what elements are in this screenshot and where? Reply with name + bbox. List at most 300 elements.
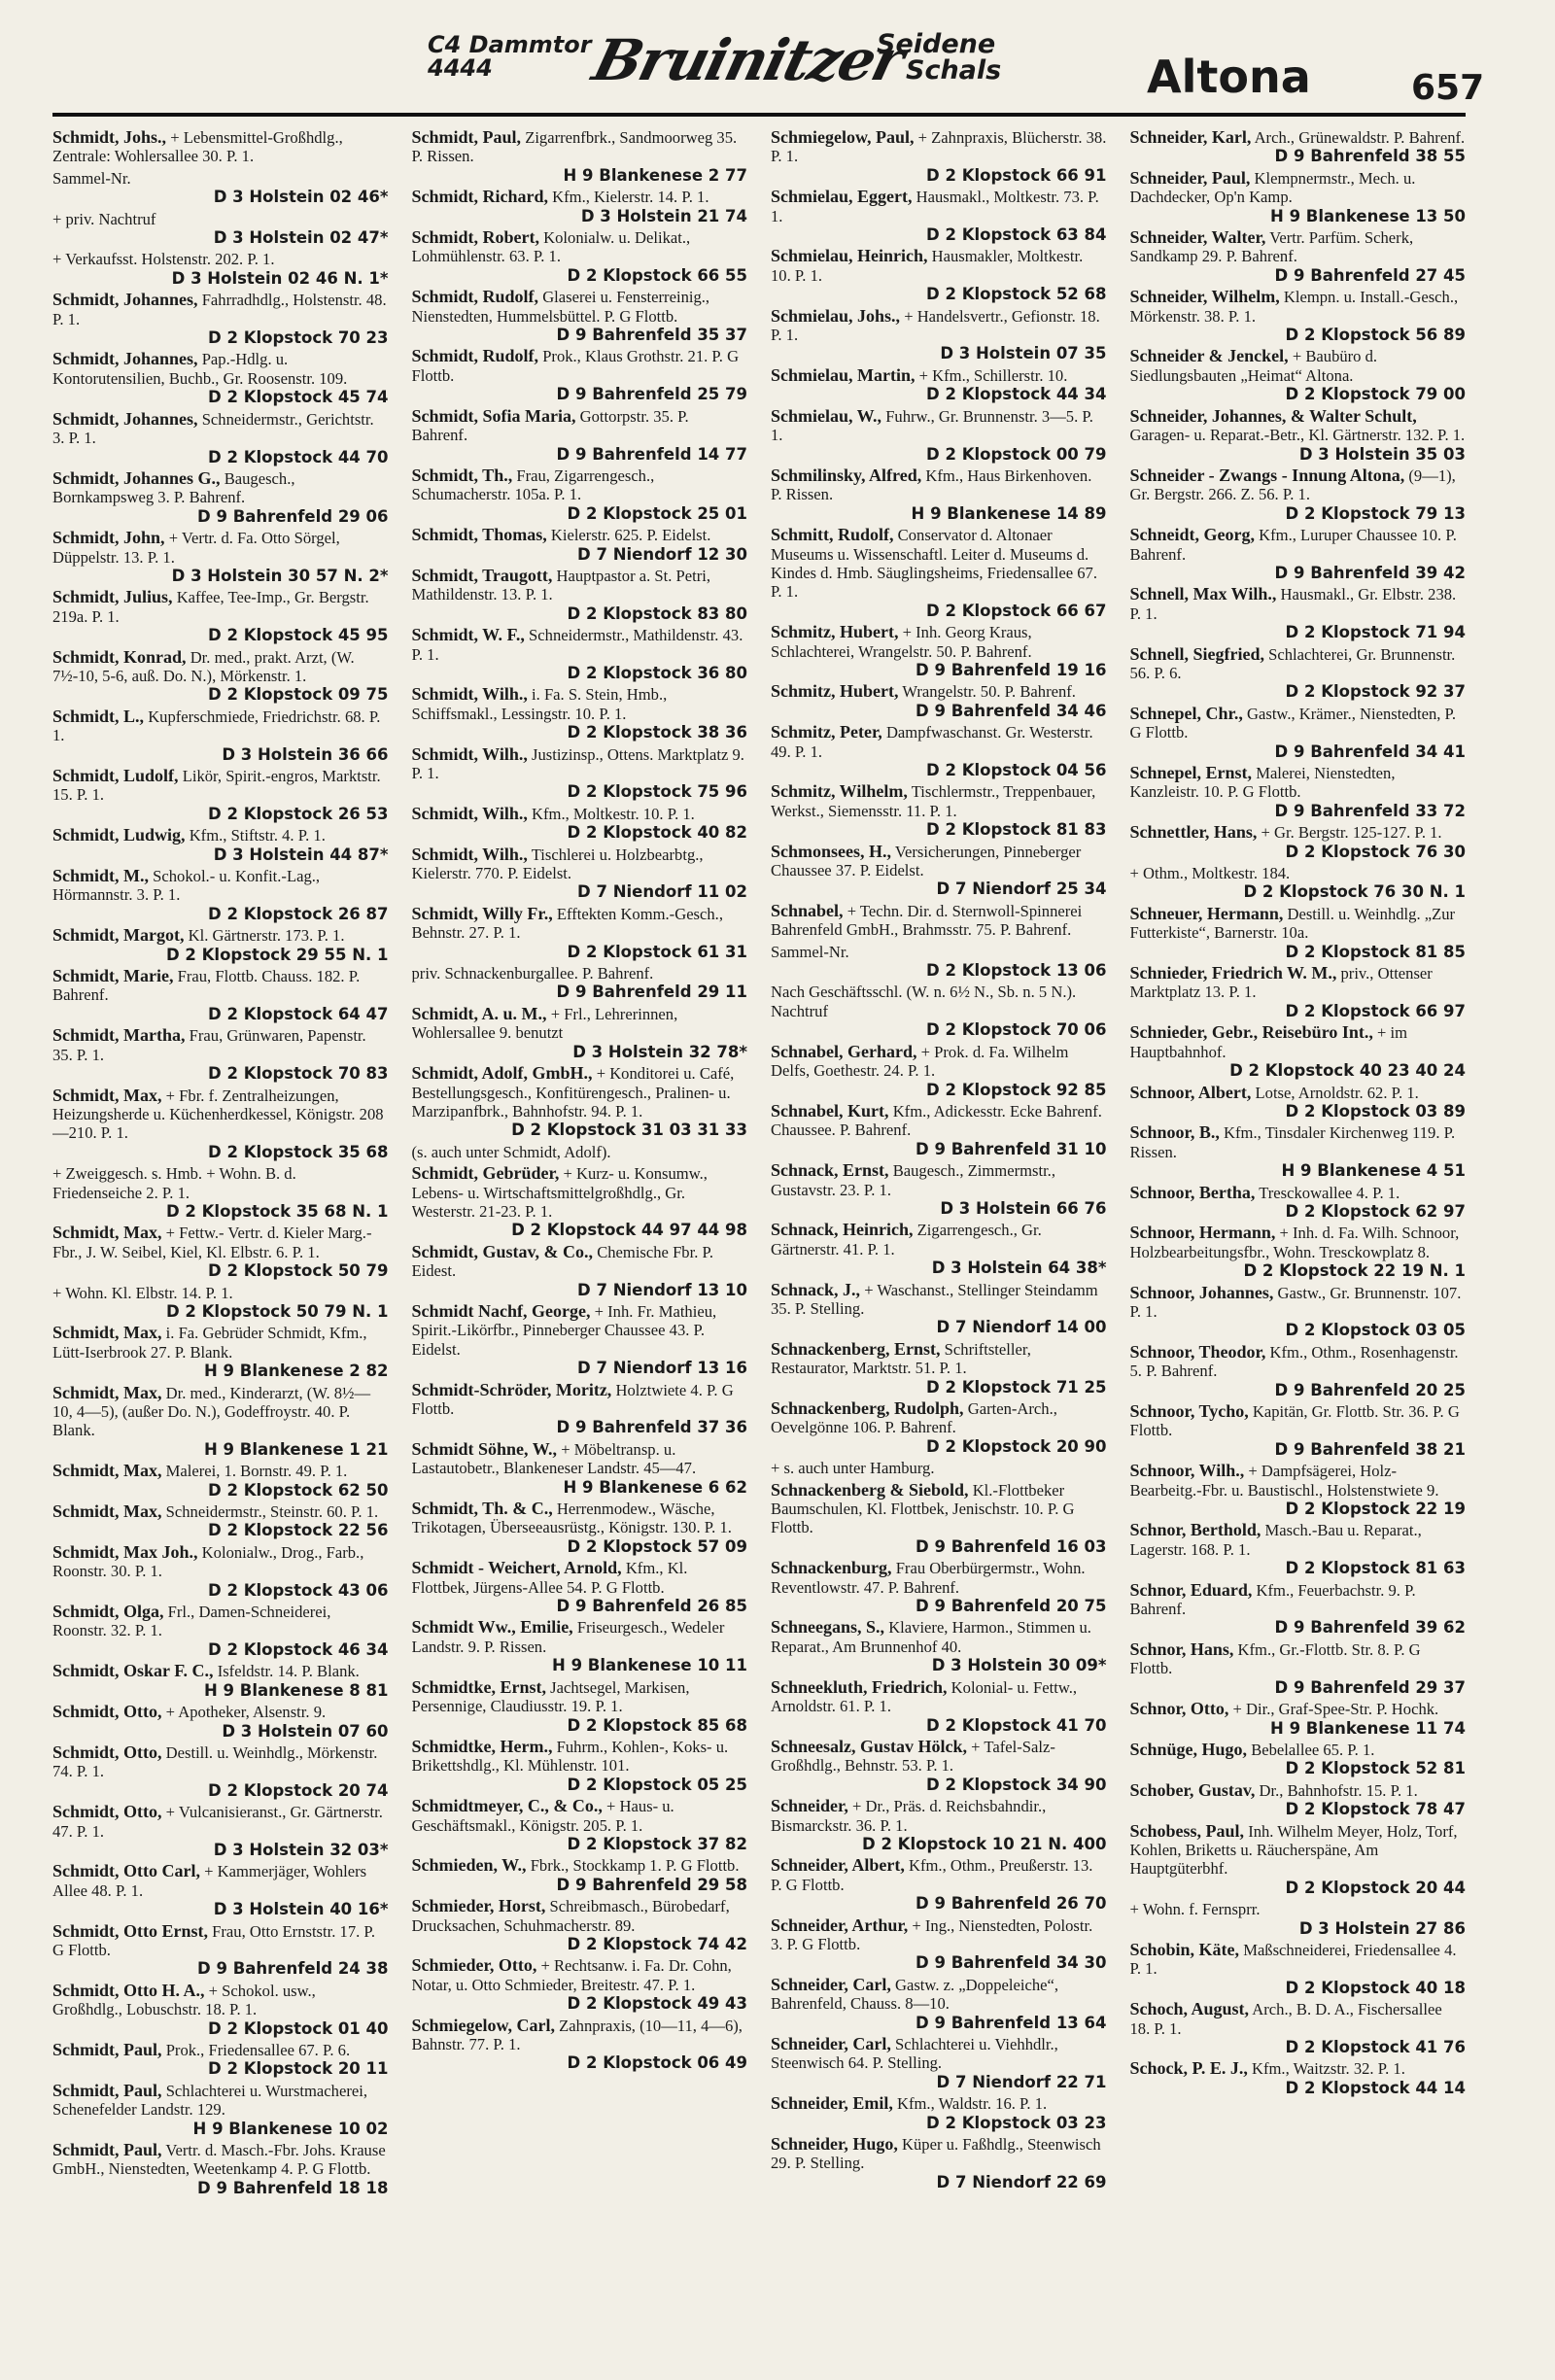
entry-details: Nach Geschäftsschl. (W. n. 6½ N., Sb. n. 5 N.). Nachtruf	[771, 983, 1077, 1020]
directory-entry	[412, 1856, 748, 1894]
entry-details: Kfm., Haus Birkenhoven. P. Rissen.	[771, 466, 1092, 504]
directory-entry	[52, 1982, 389, 2038]
entry-details: Hausmakl., Gr. Elbstr. 238. P. 1.	[1129, 585, 1457, 623]
directory-entry	[1130, 1700, 1467, 1738]
entry-details: Gottorpstr. 35. P. Bahrenf.	[411, 406, 689, 445]
directory-entry	[771, 1340, 1107, 1397]
entry-details: + Kurz- u. Konsumw., Lebens- u. Wirtschaftsmittelgroßhdlg., Gr. Westerstr. 21-23. P. 1.	[411, 1164, 708, 1221]
entry-details: Gastw., Krämer., Nienstedten, P. G Flottb.	[1129, 704, 1457, 742]
entry-name: Schmidt, Max,	[52, 1085, 162, 1105]
directory-entry	[412, 526, 748, 564]
entry-phone: H 9 Blankenese 14 89	[911, 503, 1107, 523]
entry-phone: D 2 Klopstock 76 30	[1285, 842, 1466, 861]
entry-details: Versicherungen, Pinneberger Chaussee 37. P. Eidelst.	[771, 842, 1082, 880]
entry-phone: D 2 Klopstock 40 18	[1285, 1978, 1466, 1997]
directory-columns	[52, 128, 1466, 2368]
column-2	[412, 128, 748, 2368]
entry-name: Schnabel,	[771, 900, 844, 920]
entry-name: Schmielau, Eggert,	[771, 187, 913, 207]
directory-entry	[1130, 905, 1467, 961]
directory-entry	[771, 623, 1107, 679]
directory-entry	[52, 1502, 389, 1540]
entry-name: Schnor, Hans,	[1129, 1638, 1234, 1659]
entry-name: Schmielau, Johs.,	[771, 305, 901, 326]
directory-entry	[1130, 466, 1467, 523]
entry-phone: D 2 Klopstock 46 34	[208, 1639, 389, 1659]
entry-name: Schmitz, Hubert,	[771, 681, 899, 702]
entry-phone: D 2 Klopstock 45 95	[208, 626, 389, 645]
entry-name: Schmidt, Max Joh.,	[52, 1541, 198, 1562]
ad-slogan-line1: Seidene	[877, 29, 996, 59]
entry-phone: D 3 Holstein 30 57 N. 2*	[171, 566, 389, 585]
entry-details: + Kfm., Schillerstr. 10.	[918, 365, 1068, 385]
entry-name: Schmidt, Wilh.,	[411, 803, 528, 823]
directory-entry	[52, 291, 389, 347]
entry-phone: D 7 Niendorf 22 69	[936, 2172, 1107, 2191]
entry-details: + im Hauptbahnhof.	[1129, 1023, 1408, 1061]
entry-name: Schmidt, Otto,	[52, 1742, 162, 1762]
entry-details: Gastw. z. „Doppeleiche“, Bahrenfeld, Chauss. 8—10.	[771, 1975, 1059, 2014]
entry-name: Schmidt, Johannes,	[52, 290, 198, 310]
entry-details: Wrangelstr. 50. P. Bahrenf.	[902, 682, 1076, 702]
entry-phone: D 2 Klopstock 44 14	[1285, 2078, 1466, 2097]
directory-entry	[52, 1224, 389, 1280]
entry-phone: D 7 Niendorf 11 02	[577, 882, 747, 902]
entry-phone: D 3 Holstein 35 03	[1298, 444, 1466, 464]
entry-details: Schneidermstr., Gerichtstr. 3. P. 1.	[52, 409, 374, 448]
entry-details: Kfm., Othm., Preußerstr. 13. P. G Flottb.	[771, 1856, 1093, 1894]
entry-name: Schmidt, Max,	[52, 1461, 162, 1481]
entry-phone: H 9 Blankenese 13 50	[1270, 206, 1466, 225]
entry-phone: D 3 Holstein 02 46 N. 1*	[171, 268, 389, 288]
entry-details: Conservator d. Altonaer Museums u. Wissenschaftl. Leiter d. Museums d. Kindes d. Hmb. Säuglingsheims, Friedensallee 67. P. 1.	[771, 526, 1097, 602]
entry-phone: D 2 Klopstock 20 44	[1285, 1878, 1466, 1897]
entry-details: Hausmakl., Moltkestr. 73. P. 1.	[771, 188, 1099, 225]
entry-details: + Othm., Moltkestr. 184.	[1129, 864, 1291, 883]
directory-entry	[412, 1897, 748, 1953]
directory-entry	[412, 567, 748, 623]
entry-name: Schnettler, Hans,	[1129, 822, 1258, 843]
directory-entry	[1130, 1224, 1467, 1280]
entry-name: Schneider, Hugo,	[771, 2134, 898, 2155]
entry-details: Baugesch., Zimmermstr., Gustavstr. 23. P. 1.	[771, 1161, 1055, 1199]
entry-name: Schnabel, Gerhard,	[771, 1041, 917, 1061]
entry-details: i. Fa. S. Stein, Hmb., Schiffsmakl., Lessingstr. 10. P. 1.	[411, 685, 668, 723]
entry-details: Gastw., Gr. Brunnenstr. 107. P. 1.	[1129, 1283, 1462, 1321]
entry-phone: D 9 Bahrenfeld 20 75	[916, 1597, 1107, 1616]
entry-name: Schmidt, Max,	[52, 1223, 162, 1243]
entry-name: Schmidt, Willy Fr.,	[411, 903, 553, 923]
entry-name: Schnoor, Albert,	[1129, 1082, 1252, 1102]
entry-phone: D 3 Holstein 02 47*	[213, 228, 389, 248]
entry-name: Schnell, Siegfried,	[1129, 643, 1264, 664]
entry-details: Kielerstr. 625. P. Eidelst.	[550, 526, 711, 545]
entry-name: Schnieder, Friedrich W. M.,	[1129, 963, 1337, 983]
entry-name: Schmonsees, H.,	[771, 841, 892, 861]
entry-details: (s. auch unter Schmidt, Adolf).	[411, 1142, 611, 1161]
entry-details: + Verkaufsst. Holstenstr. 202. P. 1.	[52, 250, 275, 269]
entry-phone: D 2 Klopstock 35 68 N. 1	[165, 1201, 389, 1221]
entry-details: + Tafel-Salz-Großhdlg., Behnstr. 53. P. 1.	[771, 1737, 1055, 1776]
directory-entry	[1130, 1640, 1467, 1697]
entry-phone: H 9 Blankenese 11 74	[1270, 1718, 1466, 1738]
entry-name: Schmidt, Marie,	[52, 966, 174, 986]
entry-details: Frau, Grünwaren, Papenstr. 35. P. 1.	[52, 1026, 366, 1064]
entry-details: Bebelallee 65. P. 1.	[1251, 1740, 1375, 1759]
entry-phone: D 7 Niendorf 13 10	[577, 1280, 747, 1299]
directory-entry	[1130, 864, 1467, 902]
entry-details: Justizinsp., Ottens. Marktplatz 9. P. 1.	[411, 744, 744, 782]
entry-details: + priv. Nachtruf	[52, 209, 156, 228]
entry-phone: D 2 Klopstock 22 56	[208, 1521, 389, 1540]
entry-details: Frau, Zigarrengesch., Schumacherstr. 105a. P. 1.	[411, 466, 655, 504]
entry-phone: D 2 Klopstock 50 79	[208, 1261, 389, 1281]
entry-name: Schneider, Paul,	[1129, 167, 1251, 188]
entry-details: Tischlerei u. Holzbearbtg., Kielerstr. 770. P. Eidelst.	[411, 845, 704, 883]
entry-phone: D 9 Bahrenfeld 26 85	[556, 1597, 747, 1616]
entry-phone: D 2 Klopstock 03 05	[1285, 1321, 1466, 1340]
directory-entry	[771, 1161, 1107, 1218]
entry-phone: D 2 Klopstock 78 47	[1285, 1800, 1466, 1819]
entry-details: + Kammerjäger, Wohlers Allee 48. P. 1.	[52, 1862, 367, 1900]
directory-entry	[52, 967, 389, 1023]
entry-phone: D 2 Klopstock 26 87	[208, 904, 389, 923]
entry-name: Schmidt, Otto,	[52, 1702, 162, 1722]
entry-details: + Schokol. usw., Großhdlg., Lobuschstr. 18. P. 1.	[52, 1981, 316, 2019]
entry-details: Baugesch., Bornkampsweg 3. P. Bahrenf.	[52, 468, 295, 507]
entry-name: Schmidt, Johannes,	[52, 408, 198, 429]
entry-details: Kfm., Kl. Flottbek, Jürgens-Allee 54. P. G Flottb.	[411, 1559, 688, 1597]
entry-details: + Zweiggesch. s. Hmb. + Wohn. B. d. Friedenseiche 2. P. 1.	[52, 1164, 296, 1202]
entry-details: Herrenmodew., Wäsche, Trikotagen, Überseeausrüstg., Königstr. 130. P. 1.	[411, 1500, 732, 1537]
entry-phone: D 2 Klopstock 44 70	[208, 447, 389, 466]
entry-name: Schmieder, Horst,	[411, 1896, 546, 1916]
entry-name: Schmidt, Adolf, GmbH.,	[411, 1063, 593, 1084]
entry-name: Schmidt, Paul,	[52, 2080, 162, 2100]
entry-details: Kfm., Waldstr. 16. P. 1.	[897, 2094, 1048, 2114]
directory-entry	[771, 2094, 1107, 2132]
directory-entry	[771, 2135, 1107, 2191]
entry-phone: D 9 Bahrenfeld 31 10	[916, 1139, 1107, 1158]
entry-name: Schmidt, Paul,	[52, 2140, 162, 2160]
entry-name: Schmidt, Paul,	[52, 2040, 162, 2059]
entry-name: Schmidt, Max,	[52, 1501, 162, 1522]
entry-details: Schneidermstr., Steinstr. 60. P. 1.	[165, 1502, 379, 1522]
entry-details: + Wohn. Kl. Elbstr. 14. P. 1.	[52, 1283, 233, 1302]
directory-entry	[412, 188, 748, 225]
entry-name: Schmidt, Th.,	[411, 465, 513, 485]
directory-entry	[771, 1481, 1107, 1557]
entry-phone: D 3 Holstein 40 16*	[213, 1900, 389, 1919]
entry-details: Kfm., Feuerbachstr. 9. P. Bahrenf.	[1129, 1580, 1416, 1619]
entry-name: Schnor, Berthold,	[1129, 1520, 1261, 1540]
entry-details: Kfm., Tinsdaler Kirchenweg 119. P. Rissen.	[1129, 1123, 1456, 1161]
directory-entry	[1130, 964, 1467, 1020]
entry-details: Prok., Klaus Grothstr. 21. P. G Flottb.	[411, 347, 740, 385]
entry-phone: D 2 Klopstock 45 74	[208, 388, 389, 407]
entry-details: Kfm., Gr.-Flottb. Str. 8. P. G Flottb.	[1129, 1639, 1421, 1678]
entry-phone: D 9 Bahrenfeld 37 36	[556, 1418, 747, 1437]
entry-name: Schnackenberg, Ernst,	[771, 1338, 941, 1359]
entry-phone: D 2 Klopstock 81 85	[1285, 942, 1466, 961]
ad-number: 4444	[428, 54, 493, 82]
entry-details: Jachtsegel, Markisen, Persennige, Claudiusstr. 19. P. 1.	[411, 1677, 690, 1716]
entry-phone: D 9 Bahrenfeld 38 55	[1274, 147, 1466, 166]
entry-phone: D 9 Bahrenfeld 19 16	[916, 660, 1107, 679]
advertisement-slogan	[877, 31, 1001, 84]
entry-details: Zahnpraxis, (10—11, 4—6), Bahnstr. 77. P. 1.	[411, 2016, 743, 2053]
entry-details: i. Fa. Gebrüder Schmidt, Kfm., Lütt-Iserbrook 27. P. Blank.	[52, 1324, 367, 1362]
entry-phone: D 9 Bahrenfeld 13 64	[916, 2013, 1107, 2032]
entry-name: Schmidt Nachf, George,	[411, 1300, 591, 1321]
entry-name: Schnieder, Gebr., Reisebüro Int.,	[1129, 1022, 1373, 1043]
entry-phone: D 2 Klopstock 50 79 N. 1	[165, 1301, 389, 1321]
entry-details: + Vulcanisieranst., Gr. Gärtnerstr. 47. P. 1.	[52, 1803, 383, 1841]
entry-details: Kupferschmiede, Friedrichstr. 68. P. 1.	[52, 707, 381, 745]
entry-name: Schmidtke, Ernst,	[411, 1676, 547, 1697]
entry-details: Schlachterei, Gr. Brunnenstr. 56. P. 6.	[1129, 644, 1456, 682]
entry-name: Schmidt, Rudolf,	[411, 287, 539, 307]
entry-name: Schneider, Wilhelm,	[1129, 287, 1280, 307]
entry-details: Arch., B. D. A., Fischersallee 18. P. 1.	[1129, 2000, 1442, 2038]
entry-details: + Prok. d. Fa. Wilhelm Delfs, Goethestr. 24. P. 1.	[771, 1042, 1069, 1081]
entry-phone: H 9 Blankenese 2 77	[563, 165, 747, 185]
entry-details: Maßschneiderei, Friedensallee 4. P. 1.	[1129, 1940, 1457, 1979]
entry-phone: D 7 Niendorf 13 16	[577, 1359, 747, 1378]
entry-name: Schmidt, Martha,	[52, 1025, 186, 1046]
entry-details: + Baubüro d. Siedlungsbauten „Heimat“ Altona.	[1129, 347, 1378, 385]
directory-entry	[412, 1381, 748, 1437]
directory-entry	[771, 1459, 1107, 1477]
entry-phone: H 9 Blankenese 10 02	[192, 2119, 389, 2138]
entry-name: Schmidt, Max,	[52, 1323, 162, 1343]
directory-entry	[771, 247, 1107, 303]
entry-name: Schnüge, Hugo,	[1129, 1739, 1248, 1759]
entry-details: Friseurgesch., Wedeler Landstr. 9. P. Rissen.	[411, 1618, 725, 1656]
entry-name: Schneider, Carl,	[771, 1974, 891, 1994]
entry-phone: D 3 Holstein 66 76	[940, 1198, 1107, 1218]
entry-phone: D 2 Klopstock 09 75	[208, 685, 389, 705]
entry-name: Schnackenberg, Rudolph,	[771, 1398, 964, 1418]
entry-phone: D 3 Holstein 02 46*	[213, 188, 389, 207]
entry-name: Schmidtmeyer, C., & Co.,	[411, 1796, 603, 1816]
directory-entry	[52, 1026, 389, 1083]
page-number: 657	[1411, 68, 1485, 108]
entry-details: priv., Ottenser Marktplatz 13. P. 1.	[1129, 964, 1433, 1002]
directory-entry	[412, 347, 748, 403]
entry-details: Isfeldstr. 14. P. Blank.	[217, 1662, 360, 1681]
directory-entry	[412, 745, 748, 802]
entry-phone: D 2 Klopstock 66 91	[926, 165, 1107, 185]
entry-phone: H 9 Blankenese 6 62	[563, 1477, 747, 1497]
entry-name: Schnackenburg,	[771, 1558, 892, 1578]
entry-details: Fuhrw., Gr. Brunnenstr. 3—5. P. 1.	[771, 406, 1093, 445]
directory-entry	[412, 845, 748, 902]
entry-name: Schnoor, Tycho,	[1129, 1401, 1249, 1421]
entry-phone: H 9 Blankenese 1 21	[204, 1439, 389, 1459]
entry-name: Schmidt, Wilh.,	[411, 684, 528, 705]
entry-phone: D 9 Bahrenfeld 38 21	[1274, 1439, 1466, 1459]
entry-phone: H 9 Blankenese 2 82	[204, 1362, 389, 1381]
entry-name: Schmidtke, Herm.,	[411, 1736, 553, 1756]
directory-entry	[52, 1743, 389, 1800]
entry-details: Zigarrengesch., Gr. Gärtnerstr. 41. P. 1.	[771, 1221, 1042, 1259]
entry-phone: D 2 Klopstock 66 97	[1285, 1001, 1466, 1020]
entry-details: Zigarrenfbrk., Sandmoorweg 35. P. Rissen.	[411, 128, 738, 166]
entry-details: Malerei, 1. Bornstr. 49. P. 1.	[165, 1462, 348, 1481]
entry-details: + Lebensmittel-Großhdlg., Zentrale: Wohlersallee 30. P. 1.	[52, 128, 343, 166]
directory-entry	[412, 288, 748, 344]
entry-phone: D 2 Klopstock 64 47	[208, 1004, 389, 1023]
directory-entry	[771, 723, 1107, 779]
entry-name: Schmidt, Traugott,	[411, 565, 553, 585]
entry-name: Schmidt, Otto H. A.,	[52, 1980, 205, 2000]
entry-phone: D 9 Bahrenfeld 24 38	[197, 1959, 389, 1979]
entry-phone: D 9 Bahrenfeld 34 46	[916, 701, 1107, 720]
entry-phone: D 3 Holstein 64 38*	[931, 1259, 1107, 1278]
entry-phone: D 2 Klopstock 43 06	[208, 1580, 389, 1600]
entry-details: Kfm., Luruper Chaussee 10. P. Bahrenf.	[1129, 526, 1457, 564]
entry-phone: D 2 Klopstock 20 11	[208, 2059, 389, 2079]
entry-details: + Fbr. f. Zentralheizungen, Heizungsherde u. Küchenherdkessel, Königstr. 208—210. P. 1.	[52, 1086, 384, 1143]
entry-phone: D 2 Klopstock 40 82	[567, 823, 747, 843]
entry-phone: D 2 Klopstock 79 00	[1285, 385, 1466, 404]
entry-phone: D 7 Niendorf 12 30	[577, 544, 747, 564]
entry-details: Schokol.- u. Konfit.-Lag., Hörmannstr. 3. P. 1.	[52, 867, 321, 905]
directory-entry	[52, 2082, 389, 2138]
directory-entry	[771, 1856, 1107, 1913]
entry-phone: D 2 Klopstock 75 96	[567, 782, 747, 802]
entry-details: Prok., Friedensallee 67. P. 6.	[165, 2041, 351, 2059]
entry-phone: D 9 Bahrenfeld 14 77	[556, 444, 747, 464]
entry-details: Schriftsteller, Restaurator, Marktstr. 51. P. 1.	[771, 1339, 1031, 1378]
entry-phone: D 2 Klopstock 25 01	[567, 503, 747, 523]
ad-exchange: C4 Dammtor	[428, 31, 592, 58]
directory-entry	[52, 529, 389, 585]
directory-entry	[52, 210, 389, 248]
directory-entry	[1130, 1084, 1467, 1121]
entry-phone: D 9 Bahrenfeld 16 03	[916, 1536, 1107, 1556]
entry-phone: D 2 Klopstock 52 68	[926, 285, 1107, 304]
entry-details: Frl., Damen-Schneiderei, Roonstr. 32. P. 1.	[52, 1603, 331, 1640]
entry-phone: D 2 Klopstock 44 34	[926, 385, 1107, 404]
entry-phone: D 2 Klopstock 35 68	[208, 1142, 389, 1161]
entry-details: + Inh. Georg Kraus, Schlachterei, Wrangelstr. 50. P. Bahrenf.	[771, 623, 1032, 661]
entry-details: + Wohn. f. Fernsprr.	[1129, 1900, 1261, 1919]
directory-entry	[1130, 1822, 1467, 1898]
directory-entry	[52, 1662, 389, 1700]
entry-name: Schmidt, Max,	[52, 1382, 162, 1402]
entry-details: Holztwiete 4. P. G Flottb.	[411, 1380, 734, 1418]
entry-name: Schmidt Ww., Emilie,	[411, 1617, 573, 1638]
directory-entry	[52, 1324, 389, 1380]
entry-details: + Vertr. d. Fa. Otto Sörgel, Düppelstr. 13. P. 1.	[52, 529, 340, 567]
directory-entry	[771, 682, 1107, 720]
directory-entry	[52, 1462, 389, 1500]
directory-entry	[52, 588, 389, 644]
directory-entry	[1130, 705, 1467, 761]
entry-details: + Inh. Fr. Mathieu, Spirit.-Likörfbr., Pinneberger Chaussee 43. P. Eidelst.	[411, 1301, 717, 1359]
entry-name: Schnoor, B.,	[1129, 1122, 1220, 1143]
entry-details: Klaviere, Harmon., Stimmen u. Reparat., Am Brunnenhof 40.	[771, 1618, 1091, 1656]
directory-entry	[771, 1678, 1107, 1735]
directory-entry	[771, 1738, 1107, 1794]
directory-entry	[52, 707, 389, 764]
directory-entry	[412, 1302, 748, 1378]
entry-details: + Handelsvertr., Gefionstr. 18. P. 1.	[771, 306, 1100, 345]
entry-name: Schnepel, Ernst,	[1129, 763, 1253, 782]
entry-phone: D 9 Bahrenfeld 33 72	[1274, 801, 1466, 820]
entry-name: Schmitz, Hubert,	[771, 622, 899, 642]
entry-details: Kfm., Adickesstr. Ecke Bahrenf. Chaussee. P. Bahrenf.	[771, 1101, 1102, 1140]
entry-name: Schnor, Otto,	[1129, 1699, 1229, 1719]
entry-phone: D 9 Bahrenfeld 29 37	[1274, 1677, 1466, 1697]
directory-entry	[412, 1678, 748, 1735]
entry-details: + Haus- u. Geschäftsmakl., Königstr. 205. P. 1.	[411, 1797, 674, 1835]
entry-details: + s. auch unter Hamburg.	[771, 1459, 935, 1478]
directory-entry	[412, 466, 748, 523]
entry-details: Tischlermstr., Treppenbauer, Werkst., Siemensstr. 11. P. 1.	[771, 782, 1096, 820]
entry-phone: D 3 Holstein 30 09*	[931, 1656, 1107, 1675]
directory-entry	[1130, 526, 1467, 582]
directory-entry	[52, 410, 389, 466]
directory-entry	[412, 128, 748, 185]
entry-phone: D 9 Bahrenfeld 34 30	[916, 1953, 1107, 1973]
entry-name: Schneider, Arthur,	[771, 1914, 909, 1935]
entry-phone: H 9 Blankenese 10 11	[552, 1656, 747, 1675]
header-rule	[52, 113, 1466, 117]
entry-name: Schmidt, Oskar F. C.,	[52, 1661, 214, 1681]
directory-entry	[52, 1922, 389, 1979]
entry-phone: D 2 Klopstock 34 90	[926, 1775, 1107, 1794]
entry-name: Schnell, Max Wilh.,	[1129, 584, 1277, 604]
entry-phone: D 2 Klopstock 31 03 31 33	[511, 1121, 747, 1140]
directory-entry	[771, 1559, 1107, 1615]
entry-details: Kl.-Flottbeker Baumschulen, Kl. Flottbek, Jenischstr. 10. P. G Flottb.	[771, 1480, 1075, 1537]
directory-entry	[52, 1087, 389, 1162]
entry-name: Schmidt, Johannes,	[52, 349, 198, 369]
entry-name: Schmieden, W.,	[411, 1855, 527, 1876]
entry-name: Schnackenberg & Siebold,	[771, 1479, 969, 1500]
entry-name: Schober, Gustav,	[1129, 1779, 1256, 1800]
entry-details: Schreibmasch., Bürobedarf, Drucksachen, Schuhmacherstr. 89.	[411, 1897, 730, 1935]
entry-details: Kfm., Kielerstr. 14. P. 1.	[552, 188, 709, 207]
entry-name: Schmidt, A. u. M.,	[411, 1003, 547, 1023]
entry-phone: D 2 Klopstock 13 06	[926, 961, 1107, 981]
entry-phone: D 2 Klopstock 22 19	[1285, 1500, 1466, 1519]
entry-phone: D 9 Bahrenfeld 39 42	[1274, 563, 1466, 582]
entry-phone: D 3 Holstein 21 74	[580, 206, 747, 225]
entry-phone: D 7 Niendorf 22 71	[936, 2072, 1107, 2091]
directory-entry	[52, 1164, 389, 1221]
entry-details: + Dr., Präs. d. Reichsbahndir., Bismarckstr. 36. P. 1.	[771, 1797, 1047, 1835]
entry-name: Schmidt, L.,	[52, 706, 145, 726]
directory-entry	[1130, 1581, 1467, 1638]
entry-phone: D 2 Klopstock 76 30 N. 1	[1243, 882, 1466, 902]
directory-entry	[412, 905, 748, 961]
entry-phone: D 2 Klopstock 49 43	[567, 1994, 747, 2014]
entry-name: Schmidt, Julius,	[52, 587, 173, 607]
directory-entry	[1130, 2059, 1467, 2097]
entry-phone: D 3 Holstein 32 03*	[213, 1840, 389, 1859]
entry-name: Schnoor, Hermann,	[1129, 1223, 1276, 1243]
entry-phone: D 2 Klopstock 01 40	[208, 2018, 389, 2038]
entry-phone: D 2 Klopstock 62 97	[1285, 1201, 1466, 1221]
entry-name: Schneekluth, Friedrich,	[771, 1676, 948, 1697]
entry-phone: D 2 Klopstock 22 19 N. 1	[1243, 1261, 1466, 1281]
entry-details: Sammel-Nr.	[52, 168, 131, 188]
directory-entry	[1130, 1123, 1467, 1180]
